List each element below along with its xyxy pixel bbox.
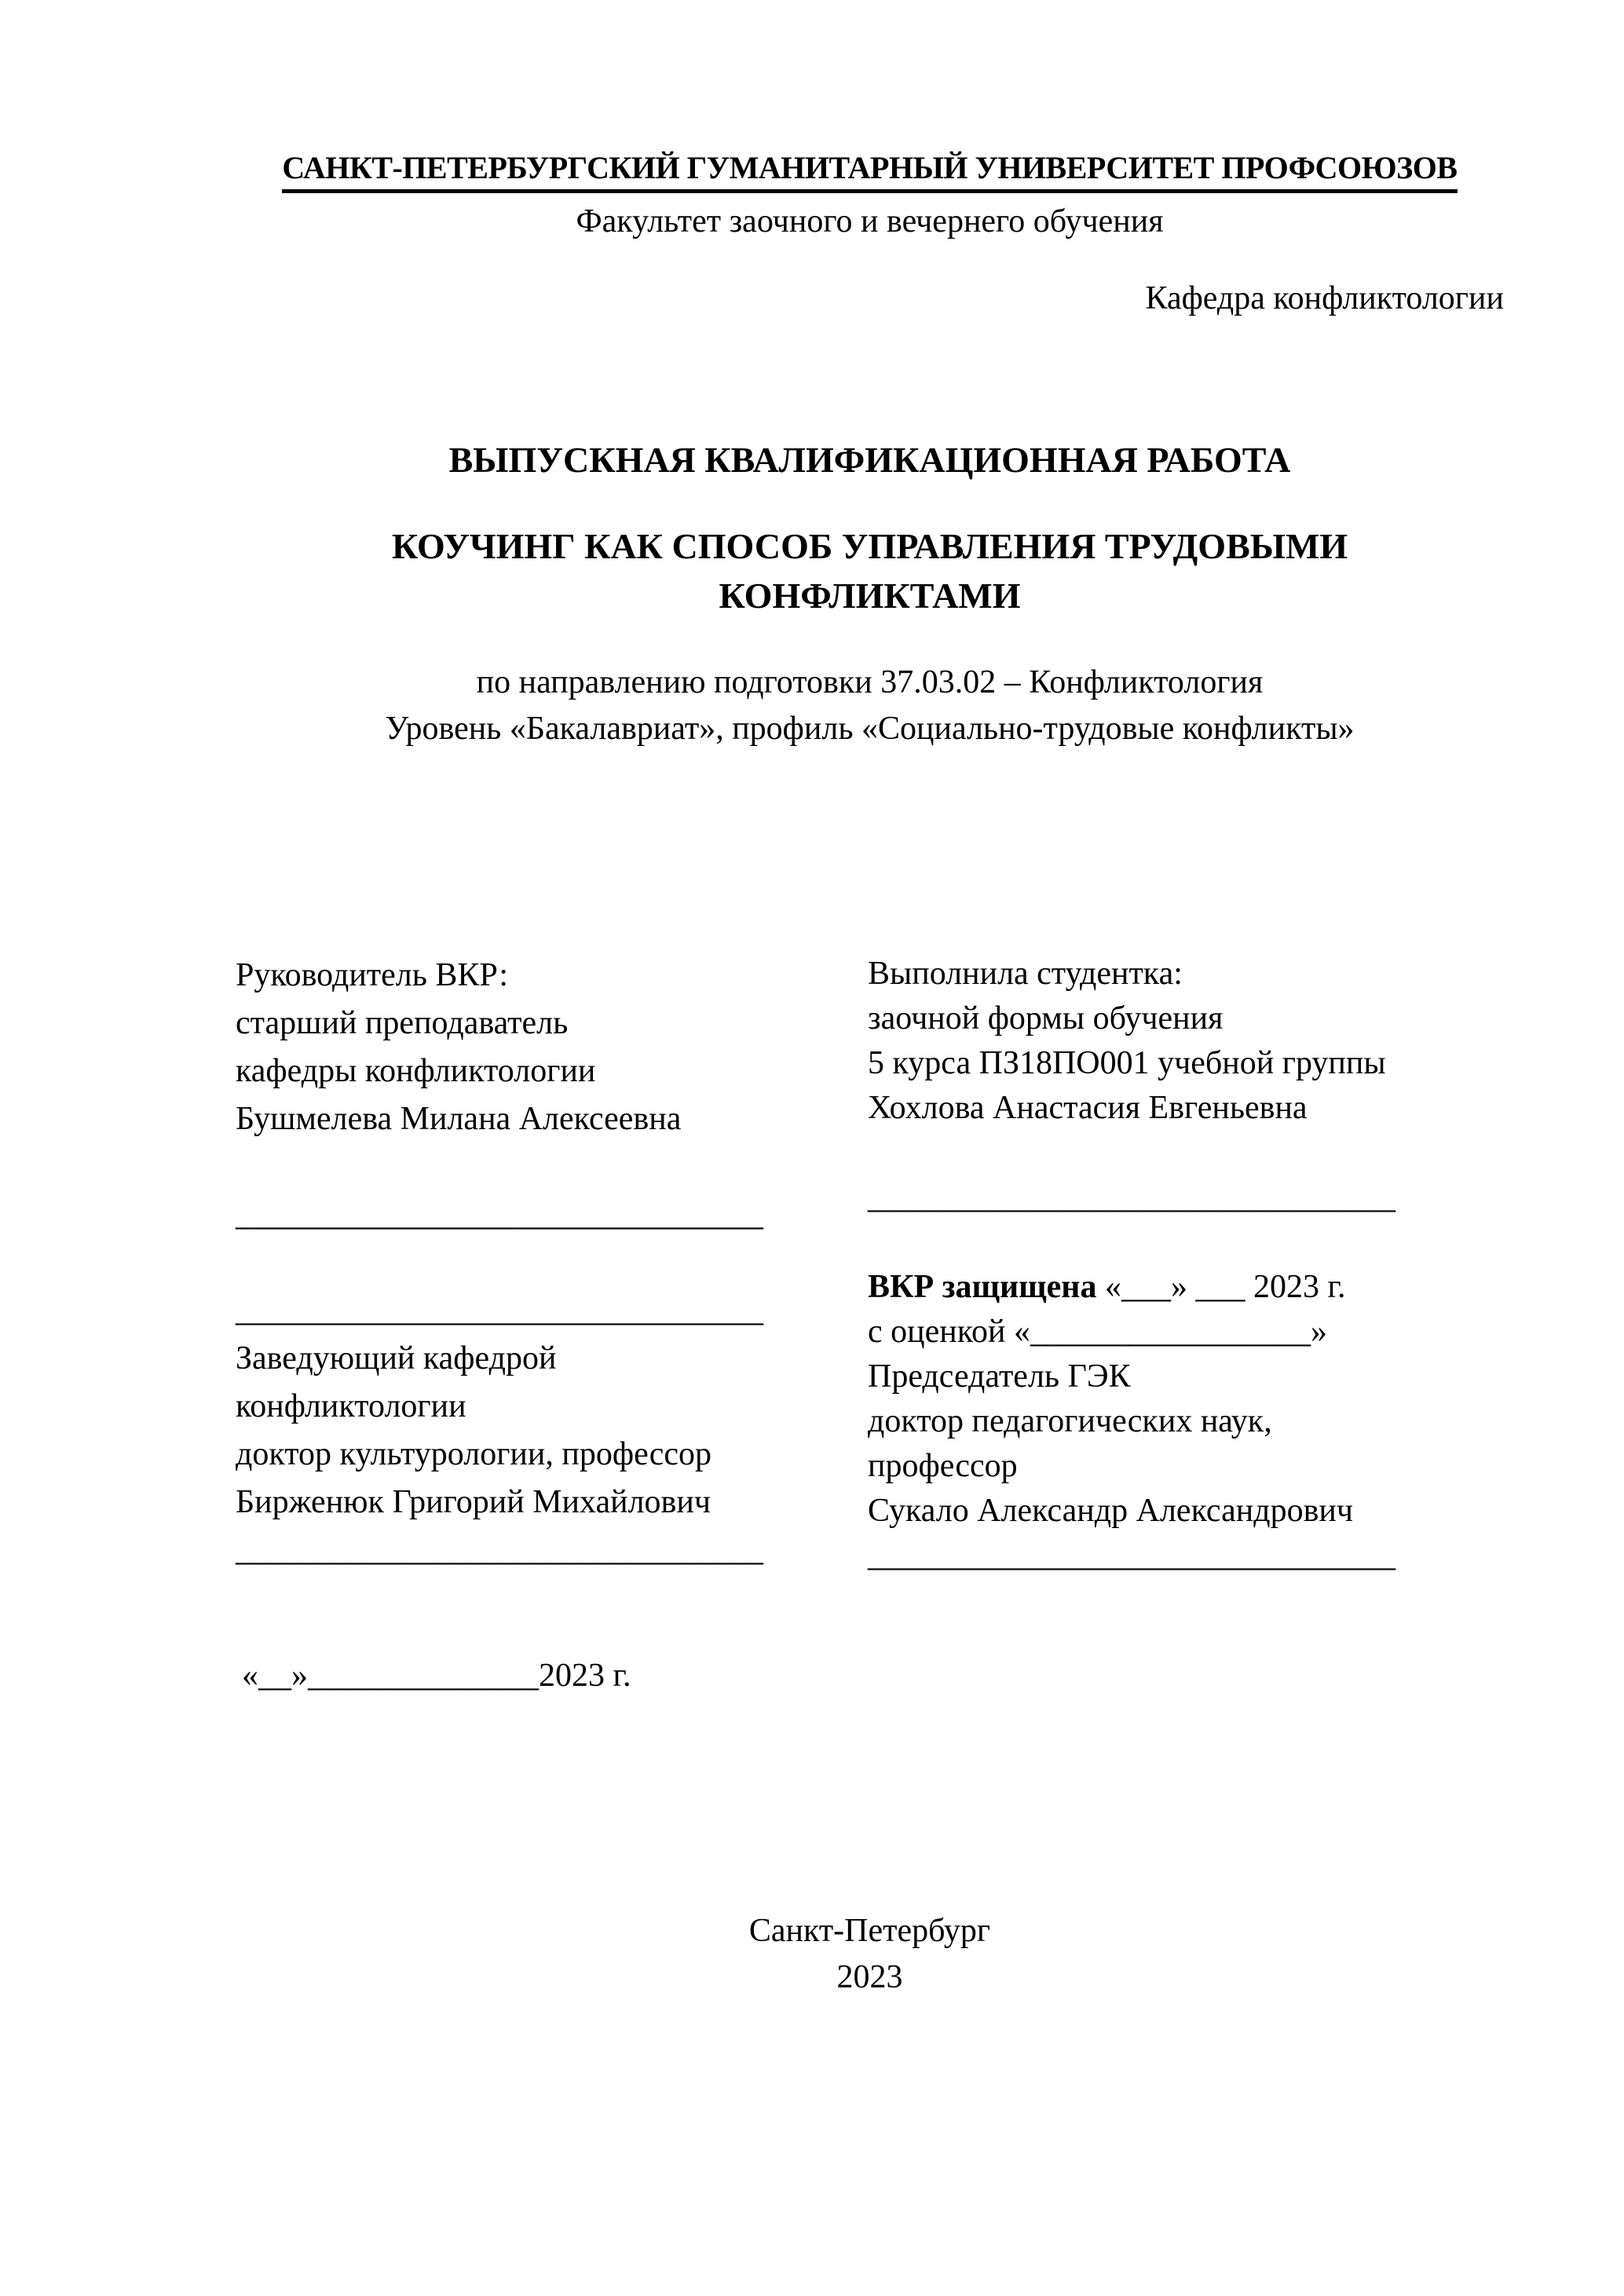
defense-date-label: ВКР защищена	[868, 1269, 1097, 1305]
head-of-department-label: Заведующий кафедрой	[236, 1340, 557, 1377]
document-footer	[236, 1908, 1504, 2001]
head-degree: доктор культурологии, профессор	[236, 1436, 712, 1472]
faculty-name: Факультет заочного и вечернего обучения	[576, 203, 1164, 239]
grade-line: с оценкой «_________________»	[868, 1314, 1327, 1350]
document-header	[236, 149, 1504, 193]
defense-date-line	[868, 1265, 1559, 1310]
supervisor-department: кафедры конфликтологии	[236, 1053, 596, 1089]
head-name: Бирженюк Григорий Михайлович	[236, 1484, 711, 1520]
signature-line: ________________________________	[868, 1179, 1395, 1216]
footer-year: 2023	[836, 1959, 903, 1995]
signature-line: ________________________________	[236, 1197, 763, 1233]
supervisor-name: Бушмелева Милана Алексеевна	[236, 1101, 682, 1137]
gek-chair-label: Председатель ГЭК	[868, 1358, 1131, 1395]
supervisor-role-label: Руководитель ВКР:	[236, 957, 509, 993]
university-name: САНКТ-ПЕТЕРБУРГСКИЙ ГУМАНИТАРНЫЙ УНИВЕРСИТЕТ ПРОФСОЮЗОВ	[282, 149, 1457, 193]
signature-line: ________________________________	[868, 1537, 1395, 1574]
program-info	[236, 660, 1504, 752]
student-label: Выполнила студентка:	[868, 956, 1183, 992]
spacer	[236, 1239, 868, 1287]
work-type-title: ВЫПУСКНАЯ КВАЛИФИКАЦИОННАЯ РАБОТА	[448, 440, 1291, 480]
thesis-title-line2: КОНФЛИКТАМИ	[719, 576, 1021, 616]
signature-line: ________________________________	[236, 1292, 763, 1329]
department-name: Кафедра конфликтологии	[1145, 280, 1504, 316]
approval-date-line: «__»______________2023 г.	[242, 1658, 631, 1694]
signature-line: ________________________________	[236, 1532, 763, 1568]
defense-date-blank: «___» ___ 2023 г.	[1096, 1269, 1346, 1305]
supervisor-column	[236, 952, 868, 1574]
supervisor-position: старший преподаватель	[236, 1005, 569, 1041]
program-level: Уровень «Бакалавриат», профиль «Социально-трудовые конфликты»	[385, 711, 1355, 747]
spacer	[868, 1131, 1559, 1175]
head-department-name: конфликтологии	[236, 1388, 466, 1424]
study-form: заочной формы обучения	[868, 1000, 1223, 1036]
student-name: Хохлова Анастасия Евгеньевна	[868, 1090, 1308, 1126]
study-group: 5 курса ПЗ18ПО001 учебной группы	[868, 1045, 1386, 1081]
program-direction: по направлению подготовки 37.03.02 – Конфликтология	[476, 664, 1264, 700]
student-column	[868, 952, 1559, 1578]
gek-name: Сукало Александр Александрович	[868, 1493, 1354, 1529]
spacer	[236, 1143, 868, 1191]
spacer	[868, 1220, 1559, 1265]
thesis-title-line1: КОУЧИНГ КАК СПОСОБ УПРАВЛЕНИЯ ТРУДОВЫМИ	[391, 526, 1348, 566]
thesis-title	[236, 521, 1504, 620]
gek-degree: доктор педагогических наук,	[868, 1403, 1272, 1439]
footer-city: Санкт-Петербург	[748, 1913, 991, 1949]
gek-title: профессор	[868, 1448, 1018, 1484]
